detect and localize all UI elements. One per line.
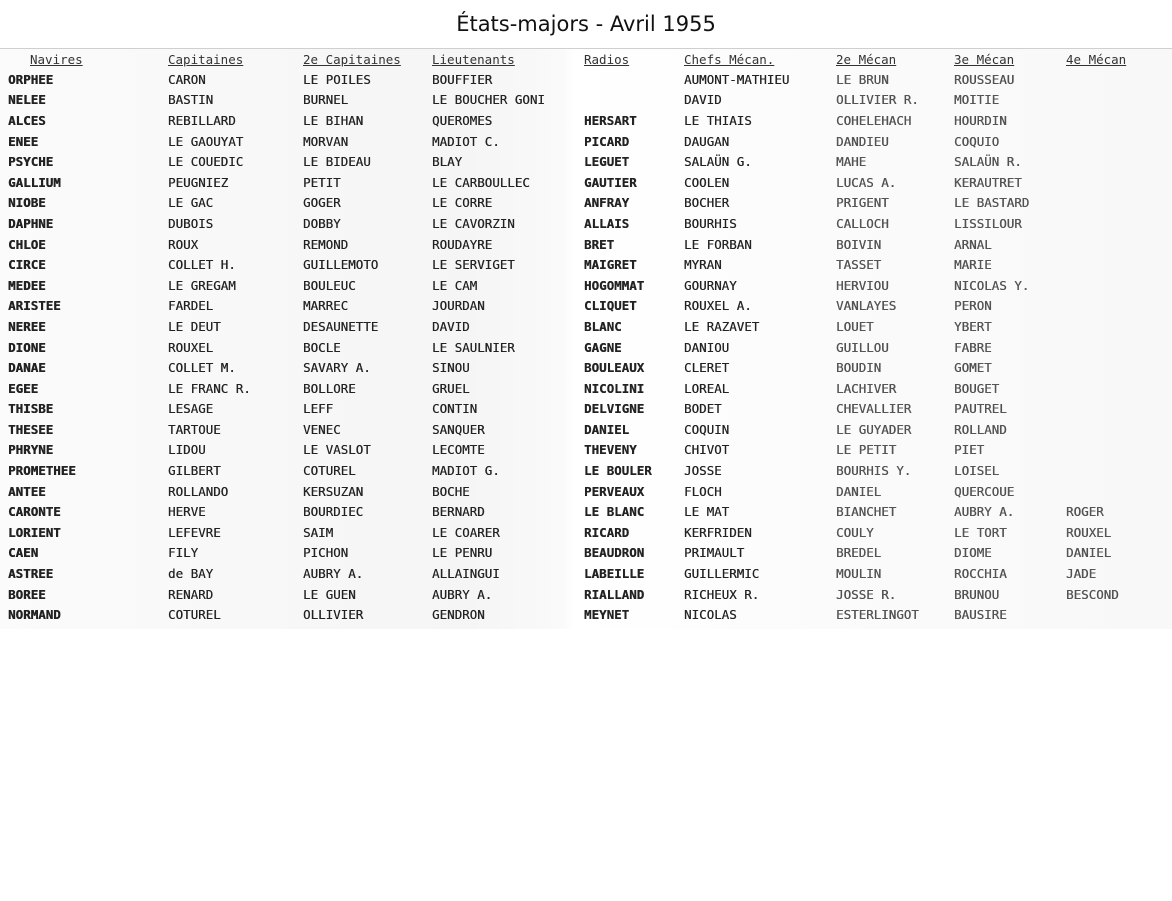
table-row xyxy=(0,213,1172,234)
crew-name-cell xyxy=(1060,460,1172,481)
ship-name-cell: ORPHEE xyxy=(8,71,54,87)
crew-name-cell: GAUTIER xyxy=(584,174,637,190)
crew-name-cell: PETIT xyxy=(303,174,341,190)
crew-name-cell: DUBOIS xyxy=(168,215,214,231)
table-header-row xyxy=(0,49,1172,69)
crew-name-cell: LESAGE xyxy=(168,401,214,417)
column-header: Capitaines xyxy=(168,51,244,67)
crew-name-cell: BOURHIS xyxy=(684,215,737,231)
crew-name-cell: BOLLORE xyxy=(303,380,356,396)
crew-name-cell: MARIE xyxy=(954,257,992,273)
crew-name-cell: BOCHE xyxy=(432,483,470,499)
crew-name-cell: AUBRY A. xyxy=(954,504,1015,520)
table-row xyxy=(0,234,1172,255)
crew-name-cell: BRET xyxy=(584,236,615,252)
ship-name-cell: BOREE xyxy=(8,586,46,602)
crew-name-cell xyxy=(1060,357,1172,378)
crew-name-cell: AUBRY A. xyxy=(303,566,364,582)
crew-name-cell: GUILLEMOTO xyxy=(303,257,379,273)
ship-name-cell: DAPHNE xyxy=(8,215,54,231)
ship-name-cell: ALCES xyxy=(8,112,46,128)
ship-name-cell: NEREE xyxy=(8,318,46,334)
table-row xyxy=(0,522,1172,543)
crew-name-cell: BURNEL xyxy=(303,92,349,108)
crew-name-cell: LE BOUCHER GONI xyxy=(432,92,545,108)
ship-name-cell: MEDEE xyxy=(8,277,46,293)
crew-name-cell xyxy=(1060,151,1172,172)
crew-name-cell: LE SAULNIER xyxy=(432,339,515,355)
crew-name-cell: PERON xyxy=(954,298,992,314)
crew-name-cell: LE FRANC R. xyxy=(168,380,251,396)
crew-name-cell: LE GAC xyxy=(168,195,214,211)
crew-name-cell: DELVIGNE xyxy=(584,401,645,417)
table-row xyxy=(0,563,1172,584)
crew-name-cell: DANIOU xyxy=(684,339,730,355)
crew-name-cell: VENEC xyxy=(303,421,341,437)
crew-name-cell: LE VASLOT xyxy=(303,442,371,458)
crew-name-cell: MOULIN xyxy=(836,566,882,582)
column-header: Radios xyxy=(584,51,630,67)
crew-name-cell: BIANCHET xyxy=(836,504,897,520)
crew-name-cell: CHEVALLIER xyxy=(836,401,912,417)
crew-name-cell: JADE xyxy=(1066,566,1097,582)
crew-name-cell xyxy=(1060,172,1172,193)
crew-name-cell: LE TORT xyxy=(954,524,1007,540)
crew-name-cell: DAVID xyxy=(684,92,722,108)
table-row xyxy=(0,172,1172,193)
crew-name-cell xyxy=(1060,296,1172,317)
table-row xyxy=(0,440,1172,461)
table-row xyxy=(0,69,1172,90)
crew-name-cell xyxy=(1060,481,1172,502)
crew-name-cell: HERVIOU xyxy=(836,277,889,293)
crew-name-cell: COLLET M. xyxy=(168,360,236,376)
crew-name-cell: ALLAIS xyxy=(584,215,630,231)
crew-name-cell: LE COARER xyxy=(432,524,500,540)
crew-name-cell: BOUGET xyxy=(954,380,1000,396)
crew-name-cell: DOBBY xyxy=(303,215,341,231)
table-row xyxy=(0,501,1172,522)
crew-name-cell: FLOCH xyxy=(684,483,722,499)
crew-name-cell: LE DEUT xyxy=(168,318,221,334)
crew-name-cell: LE POILES xyxy=(303,71,371,87)
crew-name-cell: BAUSIRE xyxy=(954,607,1007,623)
crew-name-cell: SALAÜN R. xyxy=(954,154,1022,170)
crew-name-cell: COHELEHACH xyxy=(836,112,912,128)
crew-name-cell: MAIGRET xyxy=(584,257,637,273)
table-row xyxy=(0,460,1172,481)
crew-name-cell: BOULEUC xyxy=(303,277,356,293)
crew-name-cell: DANDIEU xyxy=(836,133,889,149)
crew-name-cell: LE BLANC xyxy=(584,504,645,520)
crew-name-cell: LUCAS A. xyxy=(836,174,897,190)
crew-name-cell: COQUIN xyxy=(684,421,730,437)
crew-name-cell: KERFRIDEN xyxy=(684,524,752,540)
crew-name-cell: COLLET H. xyxy=(168,257,236,273)
crew-name-cell: COQUIO xyxy=(954,133,1000,149)
crew-name-cell: BESCOND xyxy=(1066,586,1119,602)
ship-name-cell: ENEE xyxy=(8,133,39,149)
ship-name-cell: NORMAND xyxy=(8,607,61,623)
ship-name-cell: DANAE xyxy=(8,360,46,376)
crew-name-cell: TASSET xyxy=(836,257,882,273)
crew-name-cell: AUMONT-MATHIEU xyxy=(684,71,790,87)
crew-name-cell: CHIVOT xyxy=(684,442,730,458)
crew-name-cell: YBERT xyxy=(954,318,992,334)
crew-name-cell: BOCLE xyxy=(303,339,341,355)
crew-name-cell: KERSUZAN xyxy=(303,483,364,499)
crew-name-cell: CARON xyxy=(168,71,206,87)
crew-name-cell: MAHE xyxy=(836,154,867,170)
crew-name-cell: ANFRAY xyxy=(584,195,630,211)
crew-name-cell: GENDRON xyxy=(432,607,485,623)
crew-name-cell: REMOND xyxy=(303,236,349,252)
crew-name-cell: LE BOULER xyxy=(584,463,652,479)
crew-name-cell: JOSSE R. xyxy=(836,586,897,602)
crew-name-cell: NICOLAS Y. xyxy=(954,277,1030,293)
crew-name-cell: LACHIVER xyxy=(836,380,897,396)
crew-name-cell: ROLLAND xyxy=(954,421,1007,437)
crew-name-cell: REBILLARD xyxy=(168,112,236,128)
crew-name-cell: BOUDIN xyxy=(836,360,882,376)
crew-name-cell: THEVENY xyxy=(584,442,637,458)
column-header: Navires xyxy=(30,51,83,67)
ship-name-cell: DIONE xyxy=(8,339,46,355)
crew-name-cell: LE COUEDIC xyxy=(168,154,244,170)
crew-name-cell: LEGUET xyxy=(584,154,630,170)
column-header: Lieutenants xyxy=(432,51,515,67)
ship-name-cell: PROMETHEE xyxy=(8,463,76,479)
crew-name-cell: COTUREL xyxy=(303,463,356,479)
crew-name-cell: NICOLINI xyxy=(584,380,645,396)
table-row xyxy=(0,337,1172,358)
crew-name-cell: MYRAN xyxy=(684,257,722,273)
crew-name-cell xyxy=(1060,213,1172,234)
crew-name-cell: PICHON xyxy=(303,545,349,561)
crew-name-cell: PERVEAUX xyxy=(584,483,645,499)
crew-name-cell: ROUDAYRE xyxy=(432,236,493,252)
ship-name-cell: ASTREE xyxy=(8,566,54,582)
table-row xyxy=(0,543,1172,564)
crew-name-cell xyxy=(1060,440,1172,461)
crew-name-cell: MEYNET xyxy=(584,607,630,623)
column-header: Chefs Mécan. xyxy=(684,51,775,67)
crew-name-cell: GOMET xyxy=(954,360,992,376)
crew-name-cell: SAVARY A. xyxy=(303,360,371,376)
table-body xyxy=(0,69,1172,625)
column-header: 2e Capitaines xyxy=(303,51,401,67)
ship-name-cell: PSYCHE xyxy=(8,154,54,170)
crew-name-cell: COULY xyxy=(836,524,874,540)
table-row xyxy=(0,110,1172,131)
crew-name-cell: BLAY xyxy=(432,154,463,170)
crew-name-cell: DAUGAN xyxy=(684,133,730,149)
crew-name-cell: DIOME xyxy=(954,545,992,561)
crew-name-cell: ROCCHIA xyxy=(954,566,1007,582)
crew-name-cell xyxy=(1060,90,1172,111)
column-header: 4e Mécan xyxy=(1066,51,1127,67)
crew-name-cell: ROLLANDO xyxy=(168,483,229,499)
crew-name-cell: PICARD xyxy=(584,133,630,149)
crew-name-cell: ESTERLINGOT xyxy=(836,607,919,623)
crew-name-cell: SAIM xyxy=(303,524,334,540)
crew-name-cell: DESAUNETTE xyxy=(303,318,379,334)
table-row xyxy=(0,357,1172,378)
crew-name-cell: LE PETIT xyxy=(836,442,897,458)
crew-name-cell xyxy=(1060,275,1172,296)
crew-name-cell: GOGER xyxy=(303,195,341,211)
crew-name-cell: BREDEL xyxy=(836,545,882,561)
crew-name-cell: MORVAN xyxy=(303,133,349,149)
crew-name-cell: MADIOT G. xyxy=(432,463,500,479)
crew-name-cell xyxy=(1060,378,1172,399)
crew-name-cell: GAGNE xyxy=(584,339,622,355)
ship-name-cell: LORIENT xyxy=(8,524,61,540)
crew-name-cell: PAUTREL xyxy=(954,401,1007,417)
table-row xyxy=(0,296,1172,317)
crew-name-cell: OLLIVIER R. xyxy=(836,92,919,108)
table-row xyxy=(0,193,1172,214)
crew-name-cell: ROUSSEAU xyxy=(954,71,1015,87)
crew-name-cell: LABEILLE xyxy=(584,566,645,582)
crew-name-cell: CLIQUET xyxy=(584,298,637,314)
crew-name-cell xyxy=(1060,234,1172,255)
crew-name-cell: PEUGNIEZ xyxy=(168,174,229,190)
crew-name-cell: LE GUEN xyxy=(303,586,356,602)
ship-name-cell: GALLIUM xyxy=(8,174,61,190)
crew-name-cell: DANIEL xyxy=(584,421,630,437)
crew-name-cell: LE MAT xyxy=(684,504,730,520)
crew-name-cell: ARNAL xyxy=(954,236,992,252)
crew-name-cell: ROUX xyxy=(168,236,199,252)
crew-name-cell: BOCHER xyxy=(684,195,730,211)
crew-name-cell: LE BIHAN xyxy=(303,112,364,128)
page-title: États-majors - Avril 1955 xyxy=(456,12,716,36)
crew-name-cell: BEAUDRON xyxy=(584,545,645,561)
crew-name-cell: JOURDAN xyxy=(432,298,485,314)
crew-name-cell: RIALLAND xyxy=(584,586,645,602)
crew-name-cell: ALLAINGUI xyxy=(432,566,500,582)
crew-name-cell: LEFEVRE xyxy=(168,524,221,540)
crew-name-cell: GILBERT xyxy=(168,463,221,479)
crew-name-cell: JOSSE xyxy=(684,463,722,479)
crew-name-cell: DANIEL xyxy=(1066,545,1112,561)
crew-name-cell: FARDEL xyxy=(168,298,214,314)
crew-name-cell: LE FORBAN xyxy=(684,236,752,252)
crew-name-cell: KERAUTRET xyxy=(954,174,1022,190)
crew-name-cell: NICOLAS xyxy=(684,607,737,623)
crew-name-cell xyxy=(1060,110,1172,131)
crew-name-cell: OLLIVIER xyxy=(303,607,364,623)
crew-name-cell: LE THIAIS xyxy=(684,112,752,128)
crew-name-cell: FILY xyxy=(168,545,199,561)
crew-name-cell: GRUEL xyxy=(432,380,470,396)
crew-name-cell: BOURHIS Y. xyxy=(836,463,912,479)
crew-name-cell xyxy=(1060,337,1172,358)
ship-name-cell: CIRCE xyxy=(8,257,46,273)
crew-name-cell: BOULEAUX xyxy=(584,360,645,376)
ship-name-cell: CAEN xyxy=(8,545,39,561)
crew-name-cell xyxy=(1060,69,1172,90)
crew-name-cell: MARREC xyxy=(303,298,349,314)
crew-name-cell: SINOU xyxy=(432,360,470,376)
crew-name-cell: LIDOU xyxy=(168,442,206,458)
crew-name-cell: PRIGENT xyxy=(836,195,889,211)
ship-name-cell: ANTEE xyxy=(8,483,46,499)
crew-name-cell: VANLAYES xyxy=(836,298,897,314)
crew-name-cell: RICARD xyxy=(584,524,630,540)
table-row xyxy=(0,151,1172,172)
crew-name-cell: LEFF xyxy=(303,401,334,417)
crew-name-cell: ROUXEL xyxy=(168,339,214,355)
crew-name-cell: RENARD xyxy=(168,586,214,602)
crew-name-cell: COTUREL xyxy=(168,607,221,623)
crew-name-cell: de BAY xyxy=(168,566,214,582)
ship-name-cell: CARONTE xyxy=(8,504,61,520)
crew-name-cell: PIET xyxy=(954,442,985,458)
crew-name-cell: LE CAM xyxy=(432,277,478,293)
crew-name-cell: CLERET xyxy=(684,360,730,376)
ship-name-cell: EGEE xyxy=(8,380,39,396)
crew-name-cell: FABRE xyxy=(954,339,992,355)
scanned-document xyxy=(0,49,1172,629)
crew-name-cell xyxy=(578,90,678,111)
crew-name-cell: BOURDIEC xyxy=(303,504,364,520)
crew-name-cell xyxy=(1060,193,1172,214)
crew-name-cell: LE RAZAVET xyxy=(684,318,760,334)
ship-name-cell: PHRYNE xyxy=(8,442,54,458)
column-header: 2e Mécan xyxy=(836,51,897,67)
ship-name-cell: THISBE xyxy=(8,401,54,417)
crew-name-cell: DANIEL xyxy=(836,483,882,499)
crew-name-cell xyxy=(1060,604,1172,625)
crew-name-cell: MOITIE xyxy=(954,92,1000,108)
crew-name-cell xyxy=(1060,419,1172,440)
crew-name-cell: LE BASTARD xyxy=(954,195,1030,211)
crew-name-cell: GUILLOU xyxy=(836,339,889,355)
crew-name-cell: LE GAOUYAT xyxy=(168,133,244,149)
crew-name-cell: PRIMAULT xyxy=(684,545,745,561)
crew-name-cell: DAVID xyxy=(432,318,470,334)
crew-name-cell: LE BIDEAU xyxy=(303,154,371,170)
crew-name-cell: BODET xyxy=(684,401,722,417)
table-row xyxy=(0,419,1172,440)
crew-name-cell: BLANC xyxy=(584,318,622,334)
ship-name-cell: THESEE xyxy=(8,421,54,437)
crew-name-cell: LE CARBOULLEC xyxy=(432,174,530,190)
crew-name-cell: BOIVIN xyxy=(836,236,882,252)
table-row xyxy=(0,275,1172,296)
crew-name-cell: LE GUYADER xyxy=(836,421,912,437)
crew-name-cell: RICHEUX R. xyxy=(684,586,760,602)
crew-name-cell: BRUNOU xyxy=(954,586,1000,602)
table-row xyxy=(0,254,1172,275)
crew-name-cell: LISSILOUR xyxy=(954,215,1022,231)
crew-name-cell: BASTIN xyxy=(168,92,214,108)
crew-name-cell: LE CORRE xyxy=(432,195,493,211)
table-row xyxy=(0,90,1172,111)
crew-name-cell: SANQUER xyxy=(432,421,485,437)
crew-name-cell: HERVE xyxy=(168,504,206,520)
crew-name-cell xyxy=(1060,254,1172,275)
crew-name-cell: BOUFFIER xyxy=(432,71,493,87)
crew-name-cell: ROUXEL xyxy=(1066,524,1112,540)
table-row xyxy=(0,399,1172,420)
crew-name-cell: SALAÜN G. xyxy=(684,154,752,170)
crew-name-cell: QUERCOUE xyxy=(954,483,1015,499)
crew-name-cell xyxy=(1060,399,1172,420)
crew-name-cell: HERSART xyxy=(584,112,637,128)
ship-name-cell: NIOBE xyxy=(8,195,46,211)
table-row xyxy=(0,131,1172,152)
crew-name-cell: QUEROMES xyxy=(432,112,493,128)
table-row xyxy=(0,604,1172,625)
ship-name-cell: CHLOE xyxy=(8,236,46,252)
crew-name-cell: BERNARD xyxy=(432,504,485,520)
table-row xyxy=(0,316,1172,337)
ship-name-cell: NELEE xyxy=(8,92,46,108)
crew-name-cell: CALLOCH xyxy=(836,215,889,231)
crew-name-cell: HOGOMMAT xyxy=(584,277,645,293)
crew-name-cell: AUBRY A. xyxy=(432,586,493,602)
crew-name-cell xyxy=(1060,131,1172,152)
crew-name-cell: LE GREGAM xyxy=(168,277,236,293)
crew-name-cell: GOURNAY xyxy=(684,277,737,293)
crew-name-cell: LE BRUN xyxy=(836,71,889,87)
crew-table xyxy=(0,49,1172,625)
crew-name-cell: ROUXEL A. xyxy=(684,298,752,314)
crew-name-cell: ROGER xyxy=(1066,504,1104,520)
crew-name-cell: LE PENRU xyxy=(432,545,493,561)
crew-name-cell: COOLEN xyxy=(684,174,730,190)
table-row xyxy=(0,481,1172,502)
crew-name-cell: LOUET xyxy=(836,318,874,334)
ship-name-cell: ARISTEE xyxy=(8,298,61,314)
crew-name-cell: GUILLERMIC xyxy=(684,566,760,582)
table-row xyxy=(0,378,1172,399)
crew-name-cell: HOURDIN xyxy=(954,112,1007,128)
crew-name-cell: LOISEL xyxy=(954,463,1000,479)
crew-name-cell: TARTOUE xyxy=(168,421,221,437)
crew-name-cell: CONTIN xyxy=(432,401,478,417)
crew-name-cell: LOREAL xyxy=(684,380,730,396)
crew-name-cell: LE SERVIGET xyxy=(432,257,515,273)
crew-name-cell: LE CAVORZIN xyxy=(432,215,515,231)
column-header: 3e Mécan xyxy=(954,51,1015,67)
table-row xyxy=(0,584,1172,605)
crew-name-cell: MADIOT C. xyxy=(432,133,500,149)
crew-name-cell xyxy=(1060,316,1172,337)
crew-name-cell: LECOMTE xyxy=(432,442,485,458)
crew-name-cell xyxy=(578,69,678,90)
